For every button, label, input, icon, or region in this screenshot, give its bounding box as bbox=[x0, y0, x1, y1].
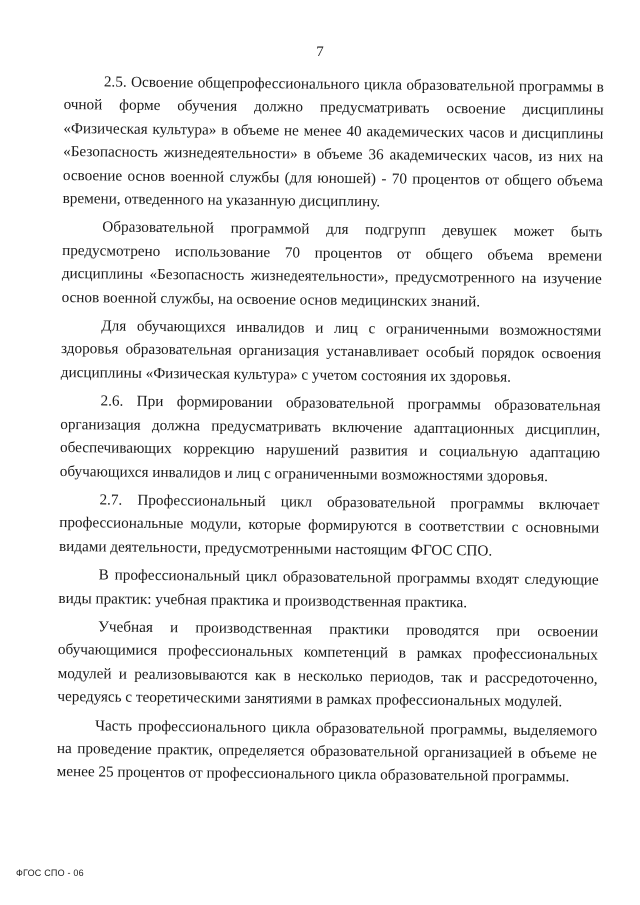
paragraph-girls-subgroups: Образовательной программой для подгрупп девушек может быть предусмотрено использование 70 процентов от общего объема времени дисциплины «Безопасность жизнедеятельности», предусмотренного на изучение основ военной службы, на освоение основ медицинских знаний. bbox=[61, 218, 603, 311]
document-body bbox=[56, 70, 603, 794]
paragraph-2-5: 2.5. Освоение общепрофессионального цикла образовательной программы в очной форме обучения должно предусматривать освоение дисциплины «Физическая культура» в объеме не менее 40 академических часов и дисциплины «Безопасность жизнедеятельности» в объеме 36 академических часов, из них на освоение основ военной службы (для юношей) - 70 процентов от общего объема времени, отведенного на указанную дисциплину. bbox=[62, 73, 604, 211]
paragraph-disabled-students: Для обучающихся инвалидов и лиц с ограниченными возможностями здоровья образовательная организация устанавливает особый порядок освоения дисциплины «Физическая культура» с учетом состояния их здоровья. bbox=[60, 317, 602, 386]
paragraph-practice-types: В профессиональный цикл образовательной программы входят следующие виды практик: учебная практика и производственная практика. bbox=[58, 566, 599, 611]
footer-document-code: ФГОС СПО - 06 bbox=[16, 868, 84, 878]
paragraph-practice-share: Часть профессионального цикла образовательной программы, выделяемого на проведение практик, определяется образовательной организацией в объеме не менее 25 процентов от профессионального цикла образовательной программы. bbox=[56, 716, 598, 786]
paragraph-2-7: 2.7. Профессиональный цикл образовательной программы включает профессиональные модули, которые формируются в соответствии с основными видами деятельности, предусмотренными настоящим ФГОС СПО. bbox=[58, 491, 600, 560]
page-number: 7 bbox=[316, 44, 324, 60]
paragraph-2-6: 2.6. При формировании образовательной программы образовательная организация должна предусматривать включение адаптационных дисциплин, обеспечивающих коррекцию нарушений развития и социальную адаптацию обучающихся инвалидов и лиц с ограниченными возможностями здоровья. bbox=[59, 392, 601, 485]
paragraph-practice-conduct: Учебная и производственная практики проводятся при освоении обучающимися профессиональных компетенций в рамках профессиональных модулей и реализовываются как в несколько периодов, так и рассредоточенно, чередуясь с теоретическими занятиями в рамках профессиональных модулей. bbox=[57, 618, 599, 711]
